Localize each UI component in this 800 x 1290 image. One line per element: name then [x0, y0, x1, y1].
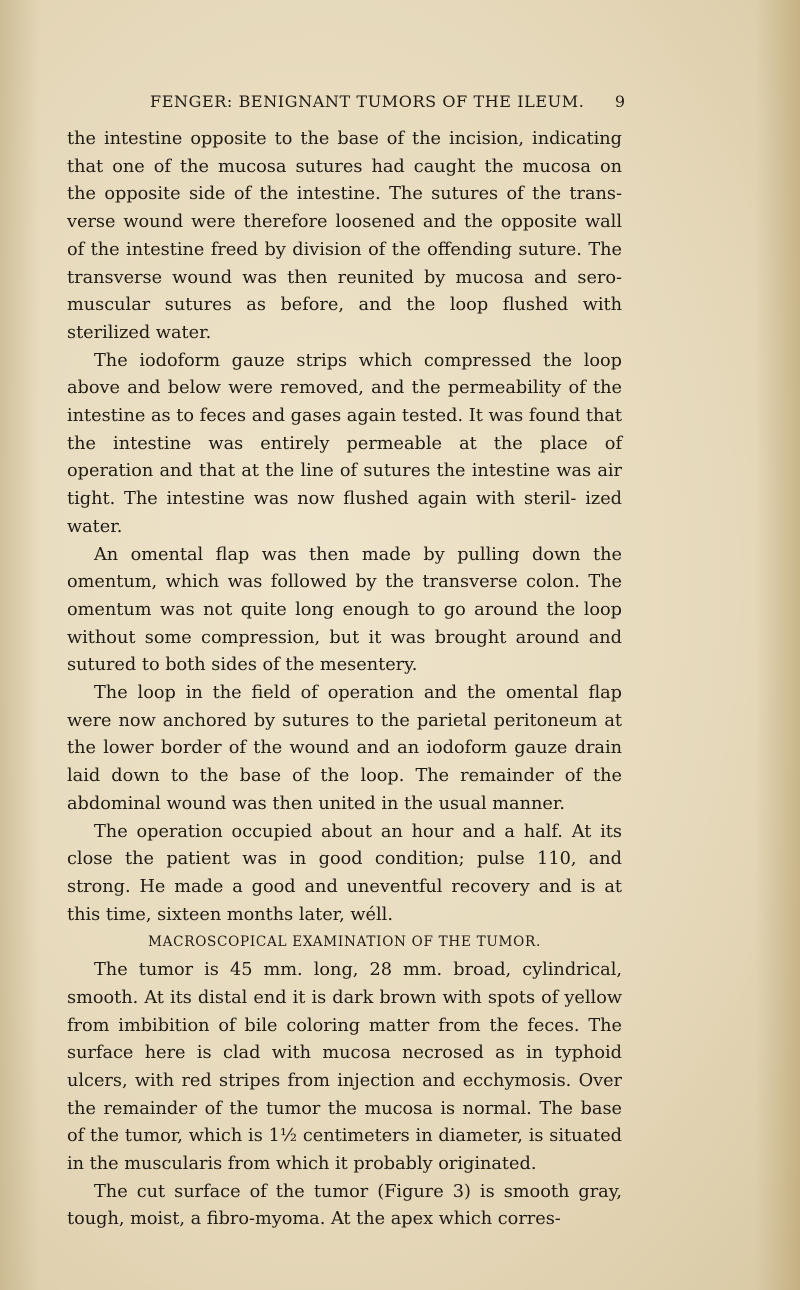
- page-header: [150, 92, 625, 116]
- paragraph-5: The operation occupied about an hour and a half. At its close the patient was in good condition; pulse 110, and strong. He made a good and uneventful recovery and is at this time, sixteen months later, wéll.: [67, 821, 622, 925]
- paragraph-7: The cut surface of the tumor (Figure 3) is smooth gray, tough, moist, a fibro-myoma. At the apex which corres-: [67, 1181, 622, 1230]
- paragraph-1: the intestine opposite to the base of the incision, indicating that one of the mucosa sutures had caught the mucosa on the opposite side of the intestine. The sutures of the trans- verse wound were therefore loosened and the opposite wall of the intestine freed by division of the offending suture. The transverse wound was then reunited by mucosa and sero-muscular sutures as before, and the loop flushed with sterilized water.: [67, 129, 622, 343]
- paragraph-2: The iodoform gauze strips which compressed the loop above and below were removed, and the permeability of the intestine as to feces and gases again tested. It was found that the intestine was entirely permeable at the place of operation and that at the line of sutures the intestine was air tight. The intestine was now flushed again with steril- ized water.: [67, 350, 622, 537]
- running-title: FENGER: BENIGNANT TUMORS OF THE ILEUM.: [150, 92, 585, 111]
- paragraph-6: The tumor is 45 mm. long, 28 mm. broad, cylindrical, smooth. At its distal end it is dark brown with spots of yellow from imbibition of bile coloring matter from the feces. The surface here is clad with mucosa necrosed as in typhoid ulcers, with red stripes from injection and ecchymosis. Over the remainder of the tumor the mucosa is normal. The base of the tumor, which is 1½ centimeters in diameter, is situated in the muscularis from which it probably originated.: [67, 960, 622, 1175]
- page-edge-shadow-left: [0, 0, 40, 1290]
- section-heading: MACROSCOPICAL EXAMINATION OF THE TUMOR.: [148, 934, 541, 951]
- paragraph-3: An omental flap was then made by pulling down the omentum, which was followed by the transverse colon. The omentum was not quite long enough to go around the loop without some compression, but it was brought around and sutured to both sides of the mesentery.: [67, 544, 622, 676]
- page-edge-shadow-right: [755, 0, 800, 1290]
- paragraph-4: The loop in the field of operation and the omental flap were now anchored by sutures to the parietal peritoneum at the lower border of the wound and an iodoform gauze drain laid down to the base of the loop. The remainder of the abdominal wound was then united in the usual manner.: [67, 683, 622, 814]
- page-number: 9: [614, 92, 625, 111]
- body-text: [67, 126, 622, 1234]
